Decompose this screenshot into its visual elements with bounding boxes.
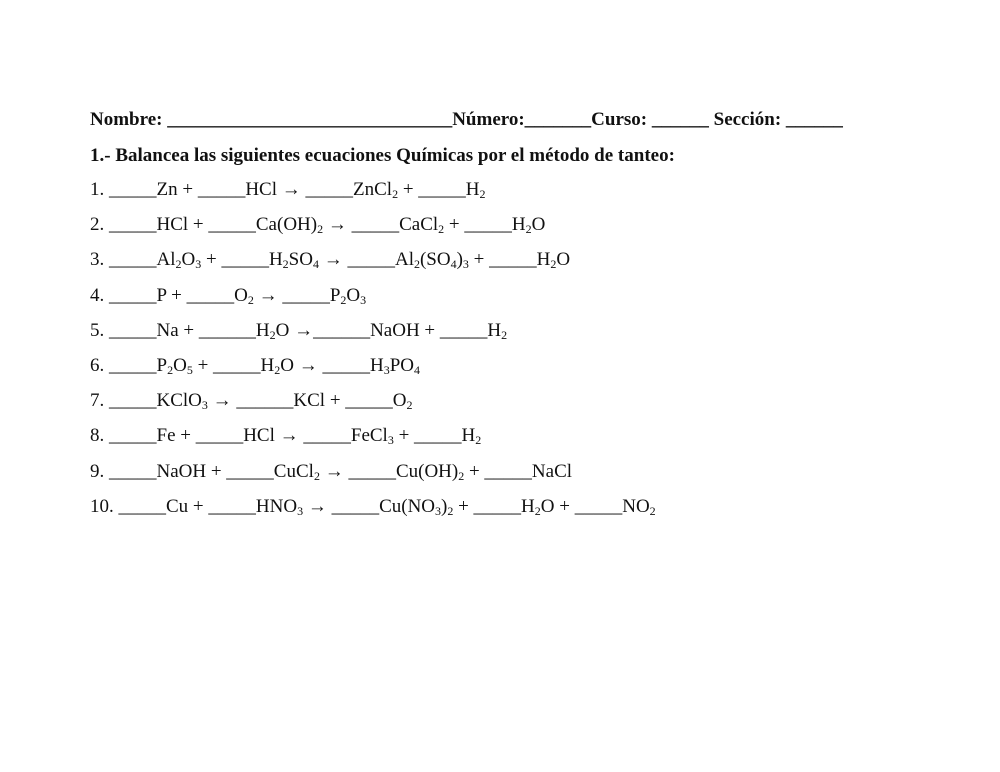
equation-subscript: 2: [447, 503, 454, 518]
equation-text: O: [346, 284, 361, 306]
equation-subscript: 3: [297, 503, 304, 518]
equation-text: O + _____NO: [540, 495, 650, 517]
equation-subscript: 3: [360, 292, 367, 307]
equation-subscript: 2: [340, 292, 347, 307]
equation-text: → _____Cu(NO: [303, 495, 436, 517]
equation-text: O: [181, 249, 196, 271]
equation-text: + _____H: [453, 495, 535, 517]
equation-subscript: 2: [392, 187, 399, 201]
equation-text: SO: [288, 249, 313, 271]
equation-text: PO: [389, 354, 414, 376]
equation-subscript: 2: [438, 222, 445, 237]
equation-subscript: 3: [201, 398, 208, 413]
equation-subscript: 2: [534, 503, 541, 518]
equation-text: + _____H: [444, 214, 526, 236]
equation-3: [90, 246, 656, 281]
equation-text: 1. _____Zn + _____HCl → _____ZnCl: [90, 179, 393, 200]
equation-subscript: 3: [462, 257, 469, 272]
equation-text: 5. _____Na + ______H: [90, 319, 270, 341]
equation-subscript: 2: [550, 257, 557, 272]
equation-4: [90, 282, 656, 317]
equation-subscript: 4: [312, 257, 319, 272]
equation-text: + _____NaCl: [464, 460, 573, 482]
equation-7: [90, 387, 656, 422]
equation-text: ): [456, 249, 463, 271]
equation-text: O: [556, 249, 571, 271]
equation-subscript: 5: [186, 362, 193, 377]
equation-subscript: 2: [282, 257, 289, 272]
equation-subscript: 3: [195, 257, 202, 272]
equation-text: → _____CaCl: [323, 214, 439, 236]
equation-text: (SO: [419, 249, 451, 271]
equation-subscript: 2: [479, 187, 486, 201]
equation-text: → _____Al: [318, 249, 414, 271]
equation-2: [90, 211, 656, 246]
equation-text: O: [173, 354, 187, 376]
exercise-instruction: 1.- Balancea las siguientes ecuaciones Químicas por el método de tanteo:: [90, 145, 675, 166]
equation-text: 7. _____KClO: [90, 390, 202, 412]
equation-list: [90, 176, 656, 528]
equation-subscript: 2: [413, 257, 420, 272]
equation-text: ): [441, 495, 448, 517]
equation-text: + _____H: [201, 249, 283, 271]
equation-subscript: 3: [435, 503, 442, 518]
equation-subscript: 2: [274, 362, 281, 377]
equation-text: + _____H: [398, 179, 480, 200]
equation-subscript: 2: [649, 503, 656, 518]
equation-subscript: 2: [247, 292, 254, 307]
equation-subscript: 2: [167, 362, 174, 377]
equation-text: 8. _____Fe + _____HCl → _____FeCl: [90, 425, 388, 447]
equation-text: 2. _____HCl + _____Ca(OH): [90, 214, 318, 236]
equation-1: [90, 176, 656, 211]
equation-text: → ______KCl + _____O: [207, 390, 407, 412]
equation-text: O → _____H: [280, 354, 384, 376]
equation-text: → _____P: [253, 284, 341, 306]
equation-subscript: 2: [501, 327, 508, 342]
equation-subscript: 2: [458, 468, 465, 483]
equation-text: → _____Cu(OH): [319, 460, 459, 482]
equation-text: 3. _____Al: [90, 249, 176, 271]
equation-text: O: [531, 214, 546, 236]
equation-subscript: 2: [175, 257, 182, 272]
equation-10: [90, 493, 656, 528]
equation-subscript: 2: [406, 398, 413, 413]
equation-text: 4. _____P + _____O: [90, 284, 248, 306]
equation-subscript: 2: [317, 222, 324, 237]
equation-subscript: 4: [450, 257, 457, 272]
equation-subscript: 4: [414, 362, 420, 377]
equation-subscript: 2: [269, 327, 276, 342]
equation-text: + _____H: [192, 354, 275, 376]
equation-subscript: 3: [383, 362, 390, 377]
equation-subscript: 2: [475, 433, 482, 448]
equation-text: 6. _____P: [90, 354, 168, 376]
equation-text: 9. _____NaOH + _____CuCl: [90, 460, 314, 482]
equation-subscript: 2: [525, 222, 532, 237]
equation-subscript: 3: [387, 433, 394, 448]
student-info-line: Nombre: ______________________________Número:_______Curso: ______ Sección: ______: [90, 109, 843, 130]
equation-text: + _____H: [393, 425, 476, 447]
equation-6: [90, 352, 656, 387]
equation-text: + _____H: [468, 249, 551, 271]
equation-8: [90, 422, 656, 457]
equation-subscript: 2: [313, 468, 320, 483]
equation-text: O →______NaOH + _____H: [275, 319, 502, 341]
equation-text: 10. _____Cu + _____HNO: [90, 495, 298, 517]
equation-9: [90, 458, 656, 493]
equation-5: [90, 317, 656, 352]
